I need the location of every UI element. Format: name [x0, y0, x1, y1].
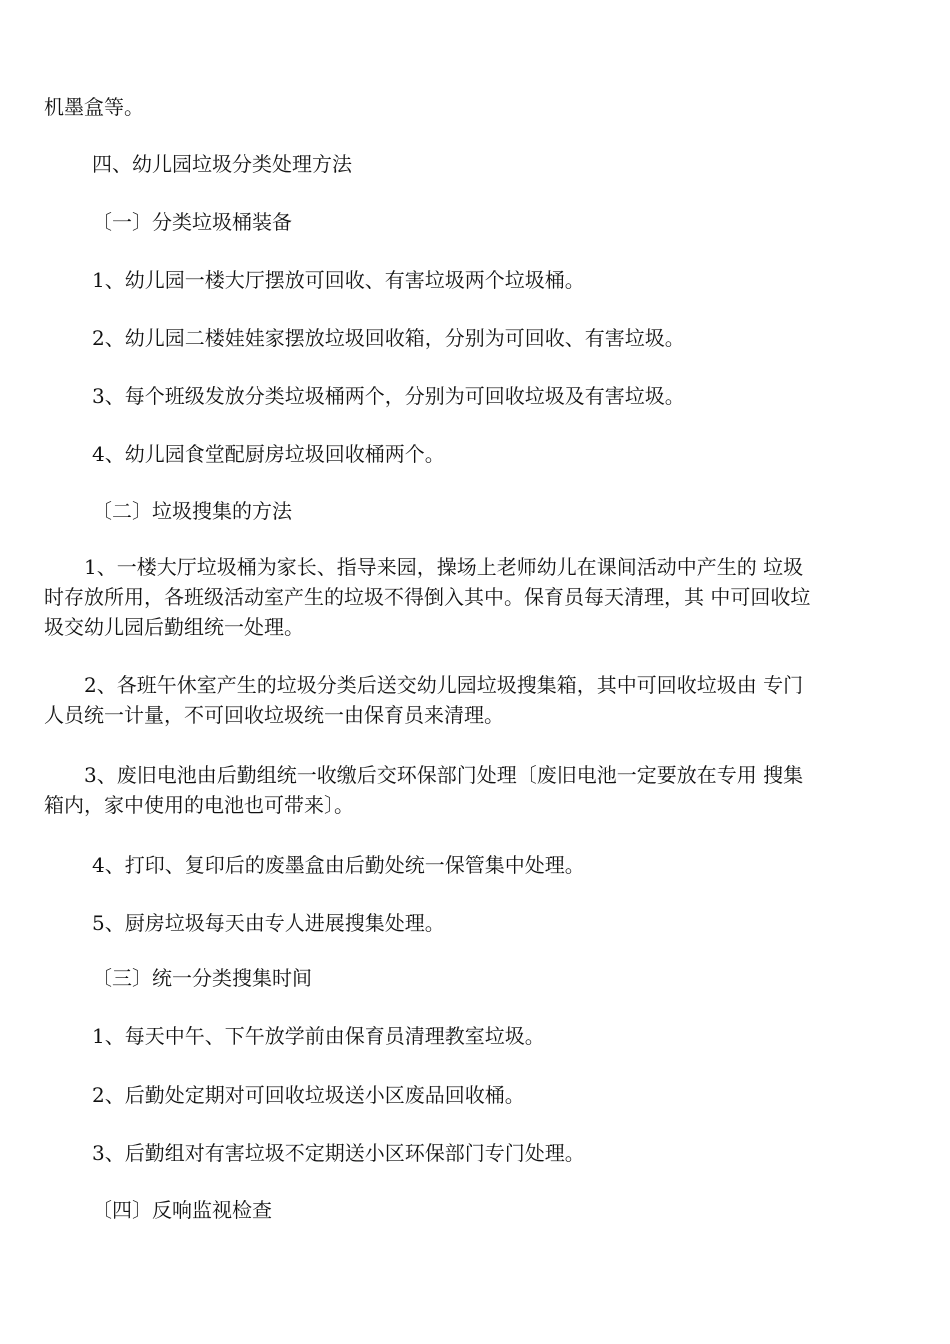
- list-item: 1、每天中午、下午放学前由保育员清理教室垃圾。: [92, 1024, 545, 1048]
- paragraph-line: 3、废旧电池由后勤组统一收缴后交环保部门处理〔废旧电池一定要放在专用 搜集: [44, 763, 804, 787]
- list-item: 5、厨房垃圾每天由专人进展搜集处理。: [92, 911, 445, 935]
- paragraph: [44, 760, 912, 820]
- paragraph-line: 圾交幼儿园后勤组统一处理。: [44, 615, 304, 639]
- paragraph-line: 1、一楼大厅垃圾桶为家长、指导来园，操场上老师幼儿在课间活动中产生的 垃圾: [44, 555, 804, 579]
- paragraph: [44, 670, 912, 730]
- subsection-heading: 〔四〕反响监视检查: [92, 1198, 272, 1222]
- subsection-heading: 〔一〕分类垃圾桶装备: [92, 210, 292, 234]
- paragraph: [44, 552, 912, 642]
- subsection-heading: 〔二〕垃圾搜集的方法: [92, 499, 292, 523]
- paragraph-line: 2、各班午休室产生的垃圾分类后送交幼儿园垃圾搜集箱，其中可回收垃圾由 专门: [44, 673, 804, 697]
- paragraph-line: 箱内，家中使用的电池也可带来〕。: [44, 793, 354, 817]
- list-item: 4、幼儿园食堂配厨房垃圾回收桶两个。: [92, 442, 445, 466]
- paragraph-line: 人员统一计量，不可回收垃圾统一由保育员来清理。: [44, 703, 504, 727]
- list-item: 1、幼儿园一楼大厅摆放可回收、有害垃圾两个垃圾桶。: [92, 268, 585, 292]
- list-item: 2、幼儿园二楼娃娃家摆放垃圾回收箱，分别为可回收、有害垃圾。: [92, 326, 685, 350]
- list-item: 2、后勤处定期对可回收垃圾送小区废品回收桶。: [92, 1083, 525, 1107]
- section-heading: 四、幼儿园垃圾分类处理方法: [92, 152, 352, 176]
- list-item: 4、打印、复印后的废墨盒由后勤处统一保管集中处理。: [92, 853, 585, 877]
- list-item: 3、后勤组对有害垃圾不定期送小区环保部门专门处理。: [92, 1141, 585, 1165]
- text-line: 机墨盒等。: [44, 95, 144, 119]
- subsection-heading: 〔三〕统一分类搜集时间: [92, 966, 312, 990]
- list-item: 3、每个班级发放分类垃圾桶两个，分别为可回收垃圾及有害垃圾。: [92, 384, 685, 408]
- paragraph-line: 时存放所用，各班级活动室产生的垃圾不得倒入其中。保育员每天清理，其 中可回收垃: [44, 585, 811, 609]
